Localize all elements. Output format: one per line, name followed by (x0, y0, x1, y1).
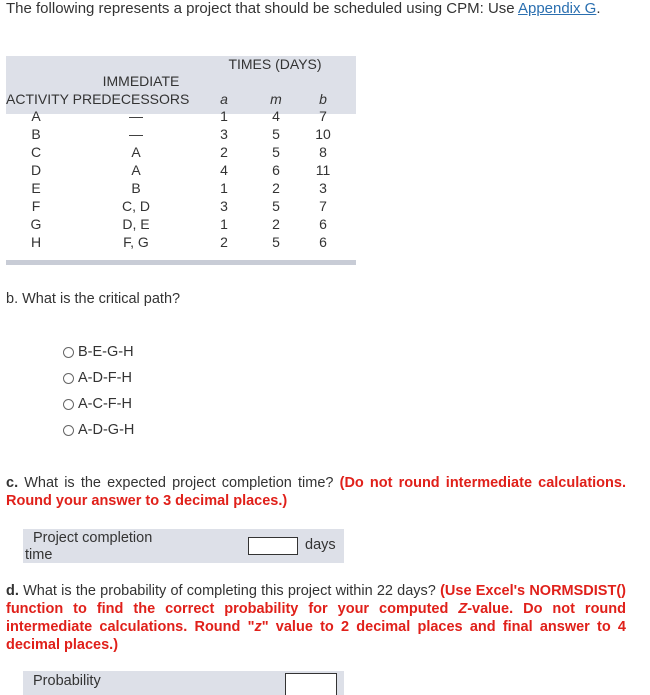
table-row-m: 5 (272, 126, 280, 142)
table-row-pred: — (129, 108, 143, 124)
question-d-instruction-2: -value. Do not round intermediate calculations. Round " (6, 601, 627, 635)
intro-suffix: . (596, 0, 601, 17)
question-c-instruction: (Do not round intermediate calculations. Round your answer to 3 decimal places.) (6, 475, 626, 509)
option-b-e-g-h[interactable] (63, 343, 134, 361)
table-row-a: 1 (220, 108, 228, 124)
radio-icon[interactable] (63, 347, 74, 358)
project-completion-label: Project completion (33, 530, 153, 546)
table-row-m: 5 (272, 234, 280, 250)
table-row-m: 6 (272, 162, 280, 178)
table-row-activity: G (30, 216, 42, 232)
col-b-header: b (319, 91, 327, 107)
radio-icon[interactable] (63, 373, 74, 384)
table-row-b: 7 (319, 198, 327, 214)
table-row-m: 2 (272, 180, 280, 196)
table-row-pred: C, D (122, 198, 150, 214)
table-row-m: 5 (272, 144, 280, 160)
table-row-m: 4 (272, 108, 280, 124)
option-a-c-f-h[interactable] (63, 395, 132, 413)
table-row-activity: A (31, 108, 41, 124)
table-bottom-bar (6, 260, 356, 265)
probability-label: Probability (33, 673, 101, 689)
table-row-pred: — (129, 126, 143, 142)
table-row-a: 3 (220, 198, 228, 214)
table-row-activity: F (31, 198, 41, 214)
table-row-b: 10 (315, 126, 331, 142)
table-row-activity: C (30, 144, 42, 160)
table-row-a: 2 (220, 144, 228, 160)
times-header: TIMES (DAYS) (228, 56, 322, 72)
table-row-pred: A (131, 144, 141, 160)
table-row-a: 1 (220, 180, 228, 196)
table-row-activity: B (31, 126, 41, 142)
completion-time-input[interactable] (248, 537, 298, 555)
table-row-a: 2 (220, 234, 228, 250)
question-c-label: c. (6, 475, 19, 491)
activity-predecessors-header: ACTIVITY PREDECESSORS (6, 91, 190, 107)
intro-text (6, 0, 646, 18)
activity-table (6, 56, 356, 264)
table-row-b: 11 (315, 162, 331, 178)
question-d-instruction-1: (Use Excel's NORMSDIST() function to find the correct probability for your computed (6, 583, 626, 617)
question-d-instruction-z: Z (458, 601, 468, 617)
option-label: A-D-G-H (78, 422, 135, 438)
intro-sentence: The following represents a project that should be scheduled using CPM: Use (6, 0, 518, 17)
table-row-activity: D (30, 162, 42, 178)
option-label: B-E-G-H (78, 344, 134, 360)
radio-icon[interactable] (63, 425, 74, 436)
days-unit: days (305, 537, 336, 553)
question-c (6, 474, 626, 510)
option-label: A-D-F-H (78, 370, 132, 386)
col-m-header: m (270, 91, 282, 107)
table-row-a: 4 (220, 162, 228, 178)
project-completion-row (23, 529, 344, 563)
question-d-text: What is the probability of completing this project within 22 days? (18, 583, 441, 599)
question-d-instruction-z2: z (254, 619, 262, 635)
radio-icon[interactable] (63, 399, 74, 410)
question-d-instruction-3: " value to 2 decimal places and final answer to 4 decimal places.) (6, 619, 626, 653)
table-row-b: 6 (319, 216, 327, 232)
table-row-a: 1 (220, 216, 228, 232)
table-row-m: 2 (272, 216, 280, 232)
immediate-header: IMMEDIATE (102, 73, 180, 89)
question-c-text: What is the expected project completion time? (18, 475, 340, 491)
table-row-m: 5 (272, 198, 280, 214)
table-row-b: 7 (319, 108, 327, 124)
col-a-header: a (220, 91, 228, 107)
table-row-pred: F, G (123, 234, 149, 250)
table-row-b: 3 (319, 180, 327, 196)
option-a-d-g-h[interactable] (63, 421, 134, 439)
table-row-b: 6 (319, 234, 327, 250)
appendix-link[interactable]: Appendix G (517, 0, 597, 17)
question-d (6, 582, 626, 654)
table-row-activity: E (31, 180, 41, 196)
question-d-label: d. (6, 583, 19, 599)
table-row-pred: B (131, 180, 141, 196)
probability-input[interactable] (285, 673, 337, 695)
table-row-activity: H (30, 234, 42, 250)
table-row-pred: D, E (122, 216, 150, 232)
probability-row (23, 671, 344, 695)
project-completion-label-2: time (25, 547, 53, 563)
option-label: A-C-F-H (78, 396, 132, 412)
question-b: b. What is the critical path? (6, 291, 181, 307)
option-a-d-f-h[interactable] (63, 369, 132, 387)
table-row-a: 3 (220, 126, 228, 142)
table-row-b: 8 (319, 144, 327, 160)
table-row-pred: A (131, 162, 141, 178)
